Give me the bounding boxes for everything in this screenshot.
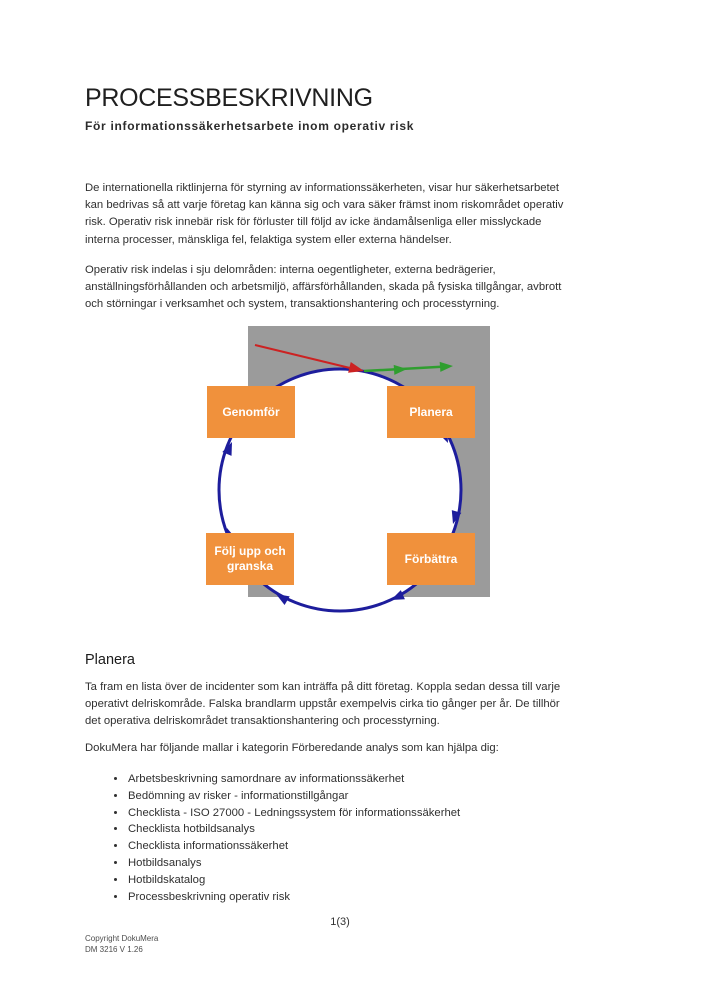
process-cycle-diagram [0,320,707,620]
copyright-block [85,934,158,955]
section-paragraph [85,679,560,731]
node-label: Genomför [222,404,280,419]
node-label: Följ upp och granska [214,544,286,573]
node-label: Förbättra [404,551,458,566]
copyright-line: Copyright DokuMera [85,934,159,943]
list-item: • Processbeskrivning operativ risk [127,889,687,906]
paragraph-line: det operativa delriskområdet transaktionshantering och processtyrning. [85,715,440,728]
template-list-lead-in: DokuMera har följande mallar i kategorin Förberedande analys som kan hjälpa dig: [85,742,499,754]
list-item: • Bedömning av risker - informationstillgångar [127,788,687,805]
paragraph-line: De internationella riktlinjerna för styrning av informationssäkerheten, visar hur säkerhetsarbetet [85,182,560,194]
paragraph-line: interna processer, mänskliga fel, felaktiga system eller externa händelser. [85,233,452,246]
paragraph-line: och störningar i verksamhet och system, transaktionshantering och processtyrning. [85,298,500,311]
diagram-node-genomfor [207,386,295,438]
paragraph-line: Operativ risk indelas i sju delområden: interna oegentligheter, externa bedrägerier, [85,264,496,276]
intro-paragraph-2 [85,262,561,314]
list-item: • Hotbildskatalog [127,872,687,889]
document-version: DM 3216 V 1.26 [85,944,143,954]
list-item: • Hotbildsanalys [127,855,687,872]
section-heading-planera: Planera [85,652,135,668]
node-label: Planera [409,404,453,419]
cycle-diagram-canvas [0,320,707,620]
paragraph-line: Ta fram en lista över de incidenter som kan inträffa på ditt företag. Koppla sedan dessa till varje [85,681,561,693]
diagram-node-planera [387,386,475,438]
diagram-node-folj-upp-och-granska [206,533,294,585]
list-item: • Arbetsbeskrivning samordnare av informationssäkerhet [127,771,687,788]
diagram-node-forbattra [387,533,475,585]
template-list [85,771,687,905]
intro-paragraph-1 [85,180,563,249]
list-item: • Checklista informationssäkerhet [127,838,687,855]
page-subtitle: För informationssäkerhetsarbete inom operativ risk [85,119,415,133]
paragraph-line: anställningsförhållanden och arbetsmiljö, affärsförhållanden, skada på fysiska tillgångar, avbrott [85,281,562,294]
page-number: 1(3) [330,916,350,928]
list-item: • Checklista hotbildsanalys [127,821,687,838]
paragraph-line: risk. Operativ risk innebär risk för förluster till följd av icke ändamålsenliga eller misslyckade [85,216,542,229]
page-title: PROCESSBESKRIVNING [85,84,373,112]
list-item: • Checklista - ISO 27000 - Ledningssystem för informationssäkerhet [127,805,687,822]
paragraph-line: operativt delriskområde. Falska brandlarm uppstår exempelvis cirka tio gånger per år. De tillhör [85,698,560,711]
paragraph-line: kan bedrivas så att varje företag kan känna sig och vara säker främst inom riskområdet operativ [85,199,564,212]
